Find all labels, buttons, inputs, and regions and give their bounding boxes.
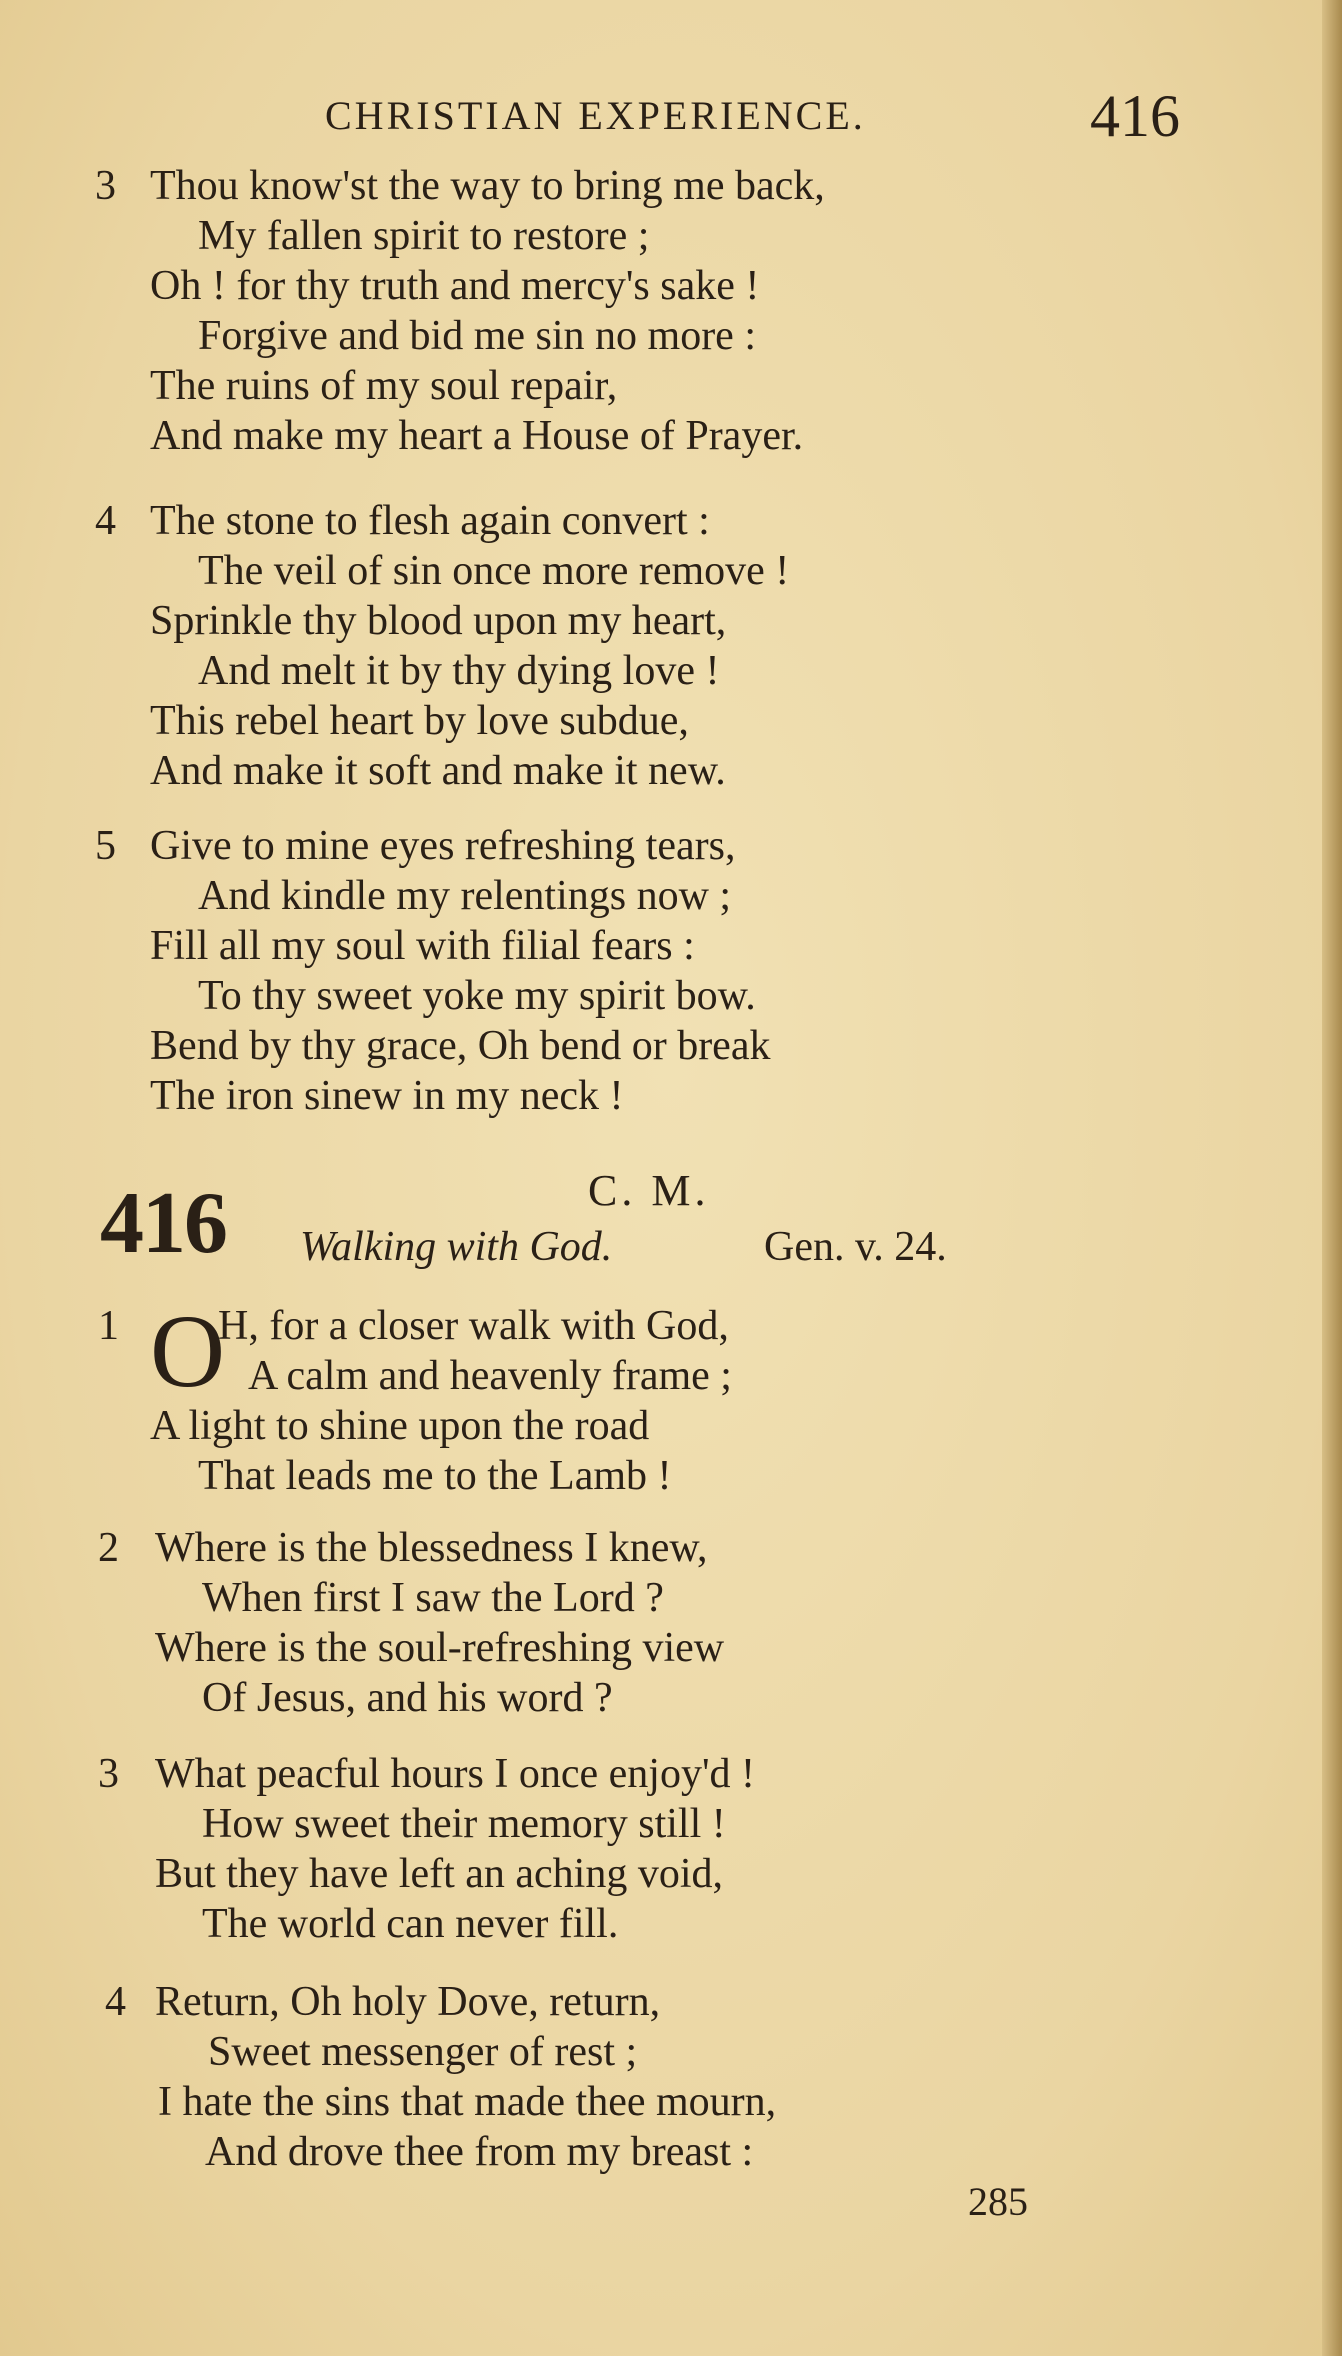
verse-line: That leads me to the Lamb ! (198, 1453, 672, 1499)
hymn-title: Walking with God. (300, 1224, 613, 1270)
verse-line: Forgive and bid me sin no more : (198, 313, 756, 359)
verse-line: What peacful hours I once enjoy'd ! (155, 1751, 755, 1797)
verse-number: 3 (95, 163, 116, 209)
verse-line: Oh ! for thy truth and mercy's sake ! (150, 263, 760, 309)
verse-line: Fill all my soul with filial fears : (150, 923, 695, 969)
verse-line: And melt it by thy dying love ! (198, 648, 720, 694)
verse-number: 3 (98, 1751, 119, 1797)
page-header (0, 82, 1342, 149)
verse-line: A calm and heavenly frame ; (248, 1353, 732, 1399)
verse-line: When first I saw the Lord ? (202, 1575, 664, 1621)
verse-line: A light to shine upon the road (150, 1403, 650, 1449)
hymn-meter: C. M. (588, 1166, 710, 1215)
scripture-reference: Gen. v. 24. (764, 1224, 947, 1270)
verse-line: But they have left an aching void, (155, 1851, 724, 1897)
verse-line: I hate the sins that made thee mourn, (158, 2079, 777, 2125)
verse-line: The veil of sin once more remove ! (198, 548, 790, 594)
verse-line: How sweet their memory still ! (202, 1801, 726, 1847)
verse-line: To thy sweet yoke my spirit bow. (198, 973, 756, 1019)
verse-line: Where is the soul-refreshing view (155, 1625, 725, 1671)
hymn-number: 416 (100, 1175, 226, 1272)
verse-line: Thou know'st the way to bring me back, (150, 163, 825, 209)
verse-line: And kindle my relentings now ; (198, 873, 732, 919)
verse-line: The stone to flesh again convert : (150, 498, 710, 544)
verse-line: And drove thee from my breast : (205, 2129, 754, 2175)
verse-line: Sprinkle thy blood upon my heart, (150, 598, 727, 644)
verse-line: Sweet messenger of rest ; (208, 2029, 638, 2075)
verse-line: Give to mine eyes refreshing tears, (150, 823, 736, 869)
verse-line: My fallen spirit to restore ; (198, 213, 650, 259)
verse-line: This rebel heart by love subdue, (150, 698, 689, 744)
verse-number: 2 (98, 1525, 119, 1571)
verse-line: The iron sinew in my neck ! (150, 1073, 624, 1119)
verse-line: H, for a closer walk with God, (218, 1303, 729, 1349)
drop-cap: O (150, 1294, 226, 1409)
verse-number: 4 (105, 1979, 126, 2025)
verse-number: 5 (95, 823, 116, 869)
verse-line: The ruins of my soul repair, (150, 363, 618, 409)
page-number: 416 (1090, 83, 1180, 149)
hymn-heading (0, 1165, 1342, 1275)
verse-line: Of Jesus, and his word ? (202, 1675, 613, 1721)
verse-line: And make it soft and make it new. (150, 748, 726, 794)
verse-line: Where is the blessedness I knew, (155, 1525, 708, 1571)
verse-line: Return, Oh holy Dove, return, (155, 1979, 661, 2025)
verse-line: Bend by thy grace, Oh bend or break (150, 1023, 771, 1069)
verse-line: The world can never fill. (202, 1901, 619, 1947)
verse-number: 1 (98, 1303, 119, 1349)
running-title: CHRISTIAN EXPERIENCE. (325, 93, 866, 138)
verse-number: 4 (95, 498, 116, 544)
folio-number: 285 (968, 2179, 1028, 2224)
verse-line: And make my heart a House of Prayer. (150, 413, 804, 459)
